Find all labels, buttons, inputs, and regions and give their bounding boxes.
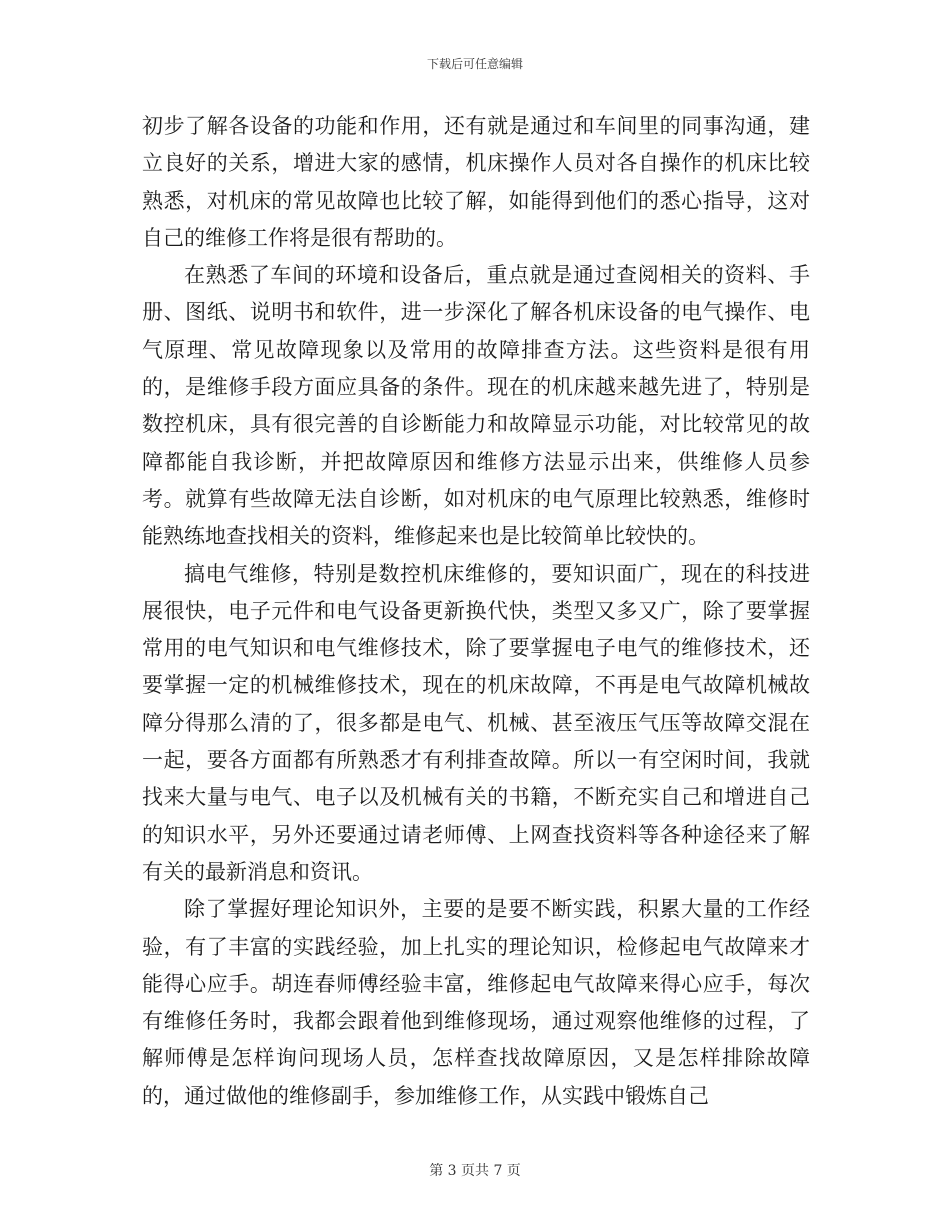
page-header: 下载后可任意编辑 — [426, 57, 523, 71]
document-body — [142, 108, 810, 1115]
paragraph-broad-knowledge: 搞电气维修，特别是数控机床维修的，要知识面广，现在的科技进展很快，电子元件和电气设备更新换代快，类型又多又广，除了要掌握常用的电气知识和电气维修技术，除了要掌握电子电气的维修技术，还要掌握一定的机械维修技术，现在的机床故障，不再是电气故障机械故障分得那么清的了，很多都是电气、机械、甚至液压气压等故障交混在一起，要各方面都有所熟悉才有利排查故障。所以一有空闲时间，我就找来大量与电气、电子以及机械有关的书籍，不断充实自己和增进自己的知识水平，另外还要通过请老师傅、上网查找资料等各种途径来了解有关的最新消息和资讯。 — [142, 561, 810, 884]
paragraph-practice: 除了掌握好理论知识外，主要的是要不断实践，积累大量的工作经验，有了丰富的实践经验，加上扎实的理论知识，检修起电气故障来才能得心应手。胡连春师傅经验丰富，维修起电气故障来得心应手，每次有维修任务时，我都会跟着他到维修现场，通过观察他维修的过程，了解师傅是怎样询问现场人员，怎样查找故障原因，又是怎样排除故障的，通过做他的维修副手，参加维修工作，从实践中锻炼自己 — [142, 897, 810, 1108]
page-number: 第 3 页共 7 页 — [429, 1163, 521, 1179]
paragraph-continuation: 初步了解各设备的功能和作用，还有就是通过和车间里的同事沟通，建立良好的关系，增进大家的感情，机床操作人员对各自操作的机床比较熟悉，对机床的常见故障也比较了解，如能得到他们的悉心指导，这对自己的维修工作将是很有帮助的。 — [142, 114, 810, 250]
paragraph-reference-materials: 在熟悉了车间的环境和设备后，重点就是通过查阅相关的资料、手册、图纸、说明书和软件，进一步深化了解各机床设备的电气操作、电气原理、常见故障现象以及常用的故障排查方法。这些资料是很有用的，是维修手段方面应具备的条件。现在的机床越来越先进了，特别是数控机床，具有很完善的自诊断能力和故障显示功能，对比较常见的故障都能自我诊断，并把故障原因和维修方法显示出来，供维修人员参考。就算有些故障无法自诊断，如对机床的电气原理比较熟悉，维修时能熟练地查找相关的资料，维修起来也是比较简单比较快的。 — [142, 263, 810, 549]
